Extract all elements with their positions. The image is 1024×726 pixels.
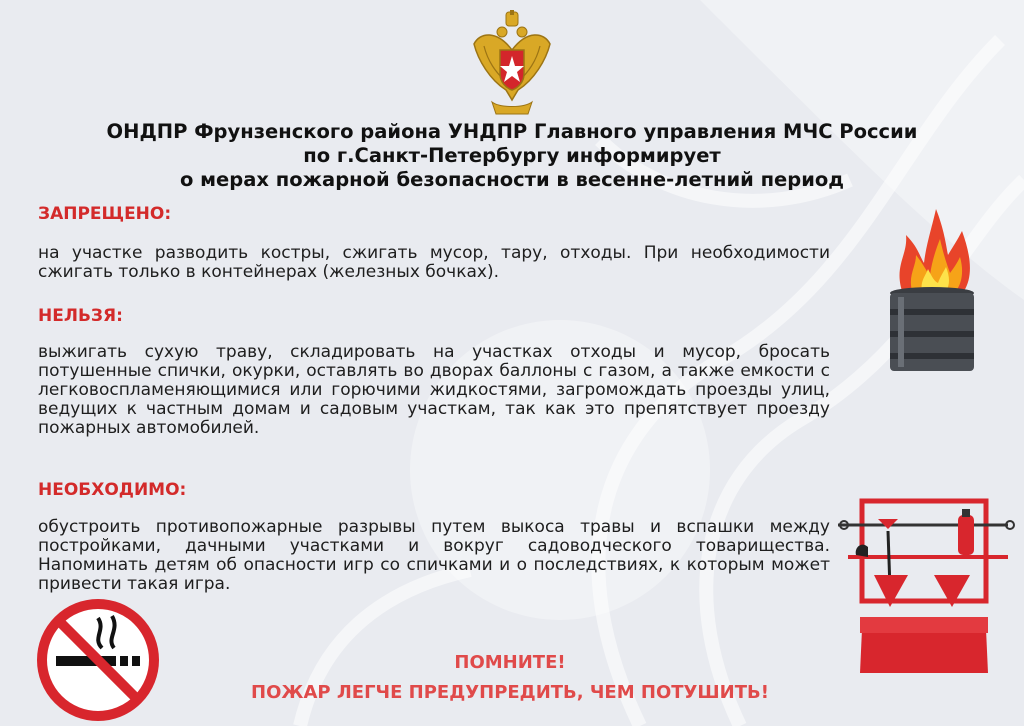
- section-text-forbidden: на участке разводить костры, сжигать мусор, тару, отходы. При необходимости сжигать только в контейнерах (железных бочках).: [38, 243, 830, 282]
- burning-barrel-icon: [884, 205, 980, 375]
- no-smoking-icon: [36, 598, 160, 722]
- mchs-emblem-icon: [472, 10, 552, 118]
- section-title-not-allowed: НЕЛЬЗЯ:: [38, 306, 123, 326]
- header-line-3: о мерах пожарной безопасности в весенне-летний период: [179, 168, 845, 191]
- header-line-1: ОНДПР Фрунзенского района УНДПР Главного управления МЧС России: [106, 120, 918, 143]
- section-title-forbidden: ЗАПРЕЩЕНО:: [38, 204, 172, 224]
- page-header: [20, 120, 1004, 192]
- section-text-necessary: обустроить противопожарные разрывы путем выкоса травы и вспашки между постройками, дачными участками и вокруг садоводческого товарищества. Напоминать детям об опасности игр со спичками и о последствиях, к которым может привести такая игра.: [38, 517, 830, 594]
- footer-slogan: ПОЖАР ЛЕГЧЕ ПРЕДУПРЕДИТЬ, ЧЕМ ПОТУШИТЬ!: [251, 682, 769, 703]
- section-text-not-allowed: выжигать сухую траву, складировать на участках отходы и мусор, бросать потушенные спички, окурки, оставлять во дворах баллоны с газом, а также емкости с легковоспламеняющимися или горючими жидкостями, загромождать проезды улиц, ведущих к частным домам и садовым участкам, так как это препятствует проезду пожарных автомобилей.: [38, 342, 830, 438]
- remember-heading: ПОМНИТЕ!: [454, 652, 566, 673]
- header-line-2: по г.Санкт-Петербургу информирует: [303, 144, 721, 167]
- section-title-necessary: НЕОБХОДИМО:: [38, 480, 187, 500]
- fire-stand-icon: [838, 495, 1020, 695]
